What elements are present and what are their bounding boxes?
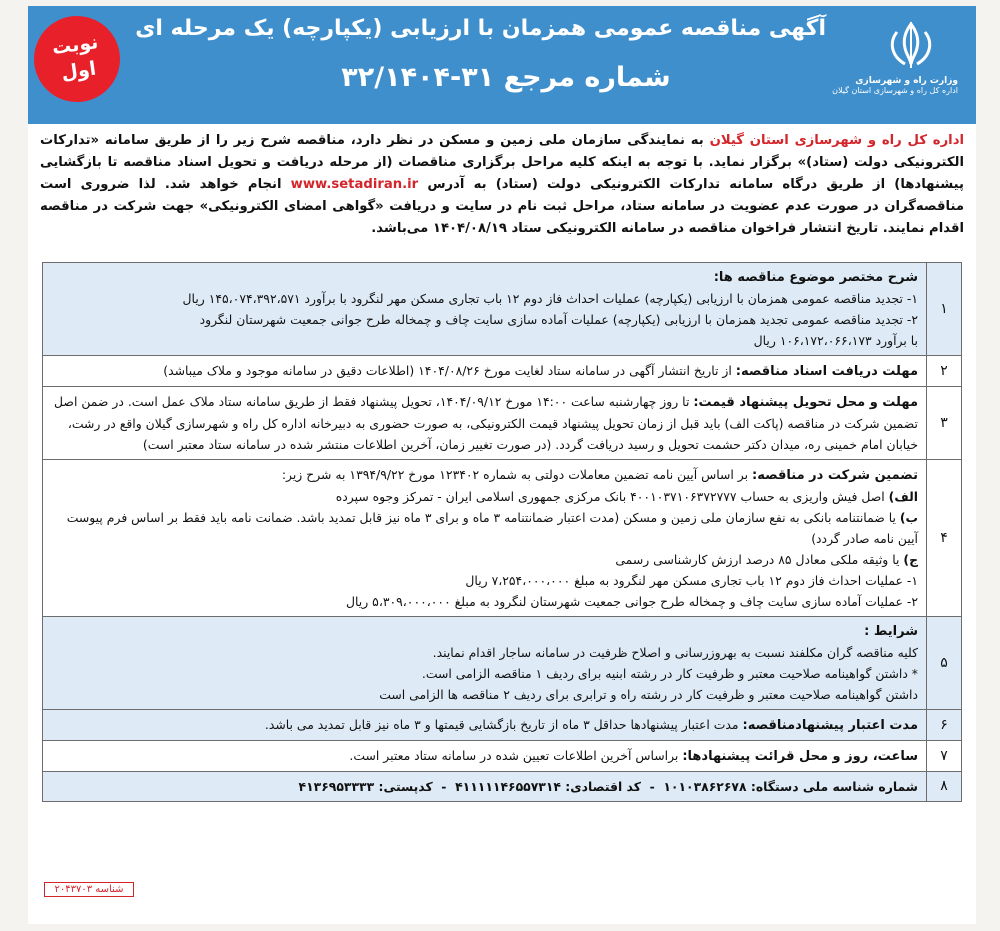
row-label: ساعت، روز و محل قرائت پیشنهادها: xyxy=(682,749,918,764)
intro-text-part2: انجام خواهد شد. لذا ضروری است مناقصه‌گران در صورت عدم عضویت در سامانه ستاد، مراحل ثبت نام در سایت و دریافت «گواهی امضای الکترونیکی» جهت شرکت در مناقصه اقدام نمایند. تاریخ انتشار فراخوان مناقصه در سامانه الکترونیکی ستاد ۱۴۰۴/۰۸/۱۹ می‌باشد. xyxy=(40,177,964,236)
notice-title: آگهی مناقصه عمومی همزمان با ارزیابی (یکپارچه) یک مرحله ای xyxy=(135,16,826,41)
row-content xyxy=(43,617,927,710)
row-text: از تاریخ انتشار آگهی در سامانه ستاد لغایت مورخ ۱۴۰۴/۰۸/۲۶ (اطلاعات دقیق در سامانه موجود و ملاک میباشد) xyxy=(163,363,736,378)
row-line: ۲- تجدید مناقصه عمومی تجدید همزمان با ارزیابی (یکپارچه) عملیات آماده سازی سایت چاف و چمخاله طرح جوانی جمعیت شهرستان لنگرود xyxy=(199,312,918,327)
row-number: ۵ xyxy=(927,617,962,710)
row-label: مدت اعتبار پیشنهادمناقصه: xyxy=(742,718,918,733)
option-c-text: یا وثیقه ملکی معادل ۸۵ درصد ارزش کارشناسی رسمی xyxy=(615,552,904,567)
row-content: شماره شناسه ملی دستگاه: ۱۰۱۰۳۸۶۲۶۷۸ - کد اقتصادی: ۴۱۱۱۱۱۴۶۵۵۷۳۱۴ - کدپستی: ۴۱۳۶۹۵۳۳۳۳ xyxy=(43,772,927,802)
table-row xyxy=(43,617,962,710)
table-row xyxy=(43,387,962,460)
table-row xyxy=(43,460,962,617)
table-row xyxy=(43,710,962,741)
notice-header xyxy=(28,6,976,124)
postal-code: ۴۱۳۶۹۵۳۳۳۳ xyxy=(298,779,375,794)
reference-number: شماره مرجع ۳۱-۳۲/۱۴۰۴ xyxy=(341,62,671,93)
intro-text-part1: به نمایندگی سازمان ملی زمین و مسکن در نظر دارد، مناقصه شرح زیر را از طریق سامانه «تدارکات الکترونیکی دولت (ستاد)» برگزار نماید. با توجه به اینکه کلیه مراحل برگزاری مناقصات (از مرحله دریافت و تحویل اسناد مناقصه تا بازگشایی پیشنهادها) از طریق درگاه سامانه تدارکات الکترونیکی دولت (ستاد) به آدرس xyxy=(40,133,964,192)
option-a-label: الف) xyxy=(888,489,918,504)
row-content xyxy=(43,710,927,741)
row-number: ۶ xyxy=(927,710,962,741)
notice-id-stamp: شناسه ۲۰۴۳۷۰۳ xyxy=(44,882,134,897)
tender-notice xyxy=(28,6,976,924)
guarantee-item: ۲- عملیات آماده سازی سایت چاف و چمخاله طرح جوانی جمعیت شهرستان لنگرود به مبلغ ۵،۳۰۹،۰۰۰،۰۰۰ ریال xyxy=(346,594,918,609)
row-content xyxy=(43,263,927,356)
row-number: ۴ xyxy=(927,460,962,617)
department-name: اداره کل راه و شهرسازی استان گیلان xyxy=(832,86,958,95)
row-label: مهلت دریافت اسناد مناقصه: xyxy=(735,364,918,379)
row-label: مهلت و محل تحویل پیشنهاد قیمت: xyxy=(693,395,918,410)
intro-paragraph xyxy=(40,130,964,240)
row-text: براساس آخرین اطلاعات تعیین شده در سامانه ستاد معتبر است. xyxy=(349,748,683,763)
row-label: شرایط : xyxy=(864,624,918,639)
row-line: ۱- تجدید مناقصه عمومی همزمان با ارزیابی (یکپارچه) عملیات احداث فاز دوم ۱۲ باب تجاری مسکن مهر لنگرود با برآورد ۱۴۵،۰۷۴،۳۹۲،۵۷۱ ریال xyxy=(182,291,918,306)
option-c-label: ج) xyxy=(903,552,918,567)
row-text: مدت اعتبار پیشنهادها حداقل ۳ ماه از تاریخ بازگشایی قیمتها و ۳ ماه نیز قابل تمدید می باشد. xyxy=(264,717,743,732)
badge-line2: اول xyxy=(59,57,98,85)
row-line: با برآورد ۱۰۶،۱۷۲،۰۶۶،۱۷۳ ریال xyxy=(753,333,918,348)
row-text: تا روز چهارشنبه ساعت ۱۴:۰۰ مورخ ۱۴۰۴/۰۹/۱۲، تحویل پیشنهاد فقط از طریق سامانه ستاد ملاک عمل است. در ضمن اصل تضمین شرکت در مناقصه (پاکت الف) باید قبل از زمان تحویل پیشنهاد قیمت الکترونیکی، به صورت حضوری به دبیرخانه اداره کل راه و شهرسازی گیلان واقع در رشت، خیابان امام خمینی ره، میدان دکتر حشمت تحویل و رسید دریافت گردد. (در صورت تغییر زمان، آخرین اطلاعات منتشر شده در سامانه ستاد معتبر است) xyxy=(54,394,918,452)
row-content xyxy=(43,356,927,387)
round-badge xyxy=(28,10,125,107)
economic-code: ۴۱۱۱۱۱۴۶۵۵۷۳۱۴ xyxy=(455,779,561,794)
row-number: ۳ xyxy=(927,387,962,460)
row-number: ۸ xyxy=(927,772,962,802)
row-text: بر اساس آیین نامه تضمین معاملات دولتی به شماره ۱۲۳۴۰۲ مورخ ۱۳۹۴/۹/۲۲ به شرح زیر: xyxy=(281,467,753,482)
row-number: ۷ xyxy=(927,741,962,772)
row-number: ۲ xyxy=(927,356,962,387)
row-content xyxy=(43,387,927,460)
org-name: اداره کل راه و شهرسازی استان گیلان xyxy=(709,133,964,148)
badge-line1: نوبت xyxy=(50,31,100,60)
national-id: ۱۰۱۰۳۸۶۲۶۷۸ xyxy=(663,779,747,794)
option-b-label: ب) xyxy=(899,510,918,525)
row-line: کلیه مناقصه گران مکلفند نسبت به بهروزرسانی و اصلاح ظرفیت در سامانه ساجار اقدام نمایند. xyxy=(432,645,918,660)
ministry-name: وزارت راه و شهرسازی xyxy=(855,76,958,86)
guarantee-item: ۱- عملیات احداث فاز دوم ۱۲ باب تجاری مسکن مهر لنگرود به مبلغ ۷،۲۵۴،۰۰۰،۰۰۰ ریال xyxy=(465,573,918,588)
table-row xyxy=(43,356,962,387)
economic-code-label: کد اقتصادی: xyxy=(565,779,641,794)
website-link[interactable]: www.setadiran.ir xyxy=(290,177,419,192)
row-label: تضمین شرکت در مناقصه: xyxy=(752,468,918,483)
row-label: شرح مختصر موضوع مناقصه ها: xyxy=(713,270,918,285)
table-row xyxy=(43,772,962,802)
ministry-logo xyxy=(832,18,958,108)
option-b-text: یا ضمانتنامه بانکی به نفع سازمان ملی زمین و مسکن (مدت اعتبار ضمانتنامه ۳ ماه و برای ۳ ماه نیز قابل تمدید باشد. ضمانت نامه باید فقط بر اساس فرم پیوست آیین نامه صادر گردد) xyxy=(66,510,918,546)
table-row xyxy=(43,741,962,772)
table-row xyxy=(43,263,962,356)
national-id-label: شماره شناسه ملی دستگاه: xyxy=(750,779,918,794)
iran-emblem-icon xyxy=(883,18,939,74)
row-line: * داشتن گواهینامه صلاحیت معتبر و ظرفیت کار در رشته ابنیه برای ردیف ۱ مناقصه الزامی است. xyxy=(421,666,918,681)
row-content xyxy=(43,460,927,617)
row-number: ۱ xyxy=(927,263,962,356)
row-line: داشتن گواهینامه صلاحیت معتبر و ظرفیت کار در رشته راه و ترابری برای ردیف ۲ مناقصه ها الزامی است xyxy=(379,687,918,702)
tender-details-table xyxy=(42,262,962,802)
postal-code-label: کدپستی: xyxy=(378,779,433,794)
option-a-text: اصل فیش واریزی به حساب ۴۰۰۱۰۳۷۱۰۶۳۷۲۷۷۷ بانک مرکزی جمهوری اسلامی ایران - تمرکز وجوه سپرده xyxy=(335,489,889,504)
row-content xyxy=(43,741,927,772)
